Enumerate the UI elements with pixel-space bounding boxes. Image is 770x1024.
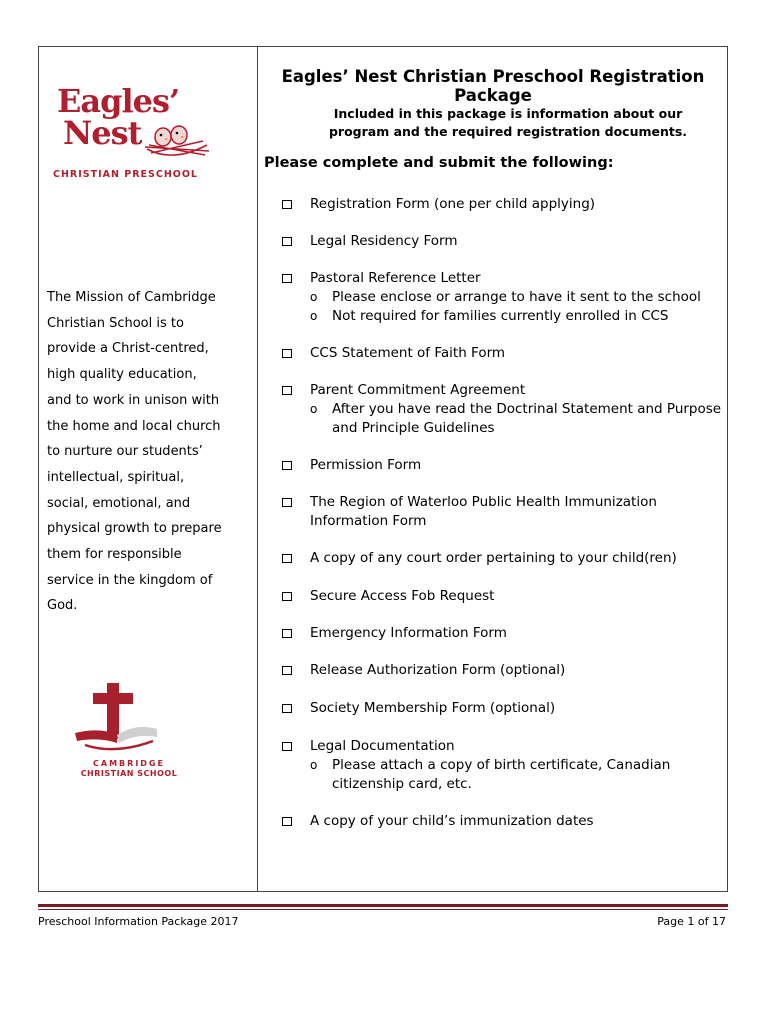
checkbox-icon [282,498,292,507]
checkbox-icon [282,386,292,395]
checklist-subitem-label: Please enclose or arrange to have it sent to the school [332,289,701,305]
checkbox-icon [282,274,292,283]
checklist-item-label: A copy of your child’s immunization dates [310,813,594,829]
checkbox-icon [282,349,292,358]
eagles-nest-logo [53,77,213,189]
checklist-item-label: Parent Commitment Agreement [310,382,526,398]
checkbox-icon [282,666,292,675]
logo-subtitle: CHRISTIAN PRESCHOOL [53,169,198,180]
main-column [258,47,728,891]
logo-line1: Eagles’ [57,82,180,120]
page-number: Page 1 of 17 [657,915,726,928]
cross-book-icon [65,683,185,755]
checkbox-icon [282,592,292,601]
checklist-subitem-label: Not required for families currently enrolled in CCS [332,308,669,324]
mission-statement: The Mission of Cambridge Christian School is to provide a Christ-centred, high quality education, and to work in unison with the home and local church to nurture our students’ intellectual, spiritual, social, emotional, and physical growth to prepare them for responsible service in the kingdom of God. [47,290,222,614]
ccs-line1: CAMBRIDGE [93,759,165,768]
checkbox-icon [282,704,292,713]
checklist-item-label: Release Authorization Form (optional) [310,662,566,678]
checklist-item-label: Society Membership Form (optional) [310,700,556,716]
checkbox-icon [282,629,292,638]
checklist-item-label: CCS Statement of Faith Form [310,345,506,361]
checklist-subitem-label: After you have read the Doctrinal Statement and Purpose and Principle Guidelines [332,401,722,436]
checkbox-icon [282,237,292,246]
bullet-icon: o [310,309,318,323]
checklist-item-label: Emergency Information Form [310,625,507,641]
checklist-item-label: Legal Residency Form [310,233,458,249]
checkbox-icon [282,200,292,209]
cambridge-christian-school-logo [65,683,185,783]
ccs-line2: CHRISTIAN SCHOOL [80,769,178,778]
birds-nest-icon [143,117,213,167]
footer-rule-thick [38,904,728,907]
checklist-item-label: Registration Form (one per child applying) [310,196,596,212]
bullet-icon: o [310,290,318,304]
checklist-subitem-label: Please attach a copy of birth certificate, Canadian citizenship card, etc. [332,757,671,792]
logo-line2: Nest [63,114,142,152]
bullet-icon: o [310,402,318,416]
footer-title: Preschool Information Package 2017 [38,915,239,928]
checklist-item-label: Secure Access Fob Request [310,588,495,604]
document-frame [38,46,728,892]
checkbox-icon [282,742,292,751]
checklist-item-label: The Region of Waterloo Public Health Immunization Information Form [310,494,657,529]
checkbox-icon [282,554,292,563]
checklist-item-label: Legal Documentation [310,738,455,754]
footer-rule-thin [38,909,728,910]
checklist-heading: Please complete and submit the following: [264,155,614,171]
bullet-icon: o [310,758,318,772]
intro-text: Included in this package is information about our program and the required registration documents. [328,106,688,139]
checklist-item-label: Pastoral Reference Letter [310,270,481,286]
checklist-item-label: Permission Form [310,457,422,473]
checkbox-icon [282,461,292,470]
checkbox-icon [282,817,292,826]
page-title: Eagles’ Nest Christian Preschool Registration Package [281,67,705,105]
checklist-item-label: A copy of any court order pertaining to your child(ren) [310,550,677,566]
